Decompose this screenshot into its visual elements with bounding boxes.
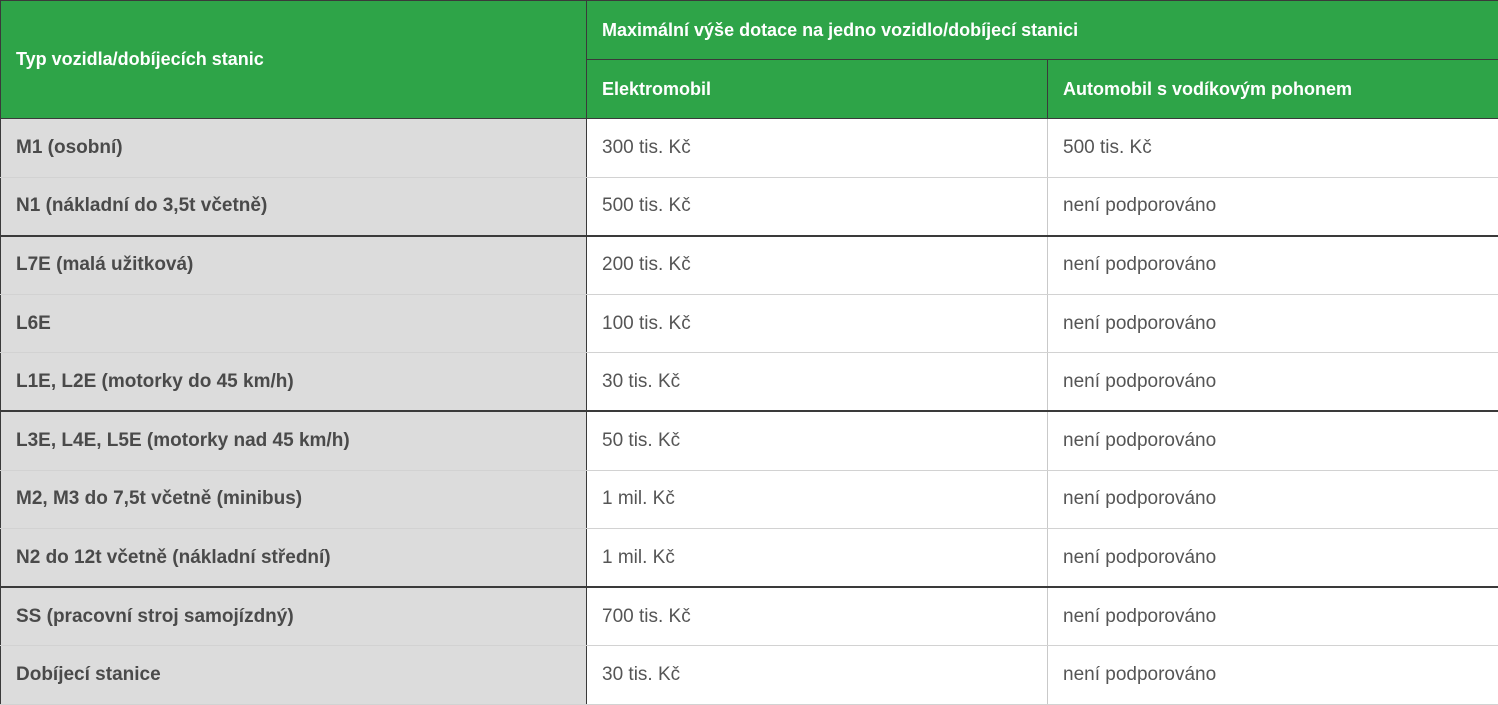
vehicle-type-cell: M2, M3 do 7,5t včetně (minibus) — [1, 470, 587, 529]
electric-subsidy-cell: 1 mil. Kč — [587, 529, 1048, 588]
table-row — [1, 470, 1498, 529]
electric-subsidy-cell: 50 tis. Kč — [587, 411, 1048, 470]
hydrogen-subsidy-cell: 500 tis. Kč — [1048, 119, 1498, 178]
electric-subsidy-cell: 300 tis. Kč — [587, 119, 1048, 178]
electric-subsidy-cell: 30 tis. Kč — [587, 646, 1048, 705]
header-row-top — [1, 1, 1498, 60]
hydrogen-subsidy-cell: není podporováno — [1048, 294, 1498, 353]
table-row — [1, 529, 1498, 588]
electric-subsidy-cell: 1 mil. Kč — [587, 470, 1048, 529]
table-row — [1, 119, 1498, 178]
electric-subsidy-cell: 700 tis. Kč — [587, 587, 1048, 646]
table-header — [1, 1, 1498, 119]
vehicle-type-cell: Dobíjecí stanice — [1, 646, 587, 705]
vehicle-type-cell: L1E, L2E (motorky do 45 km/h) — [1, 353, 587, 412]
header-vehicle-type: Typ vozidla/dobíjecích stanic — [1, 1, 587, 119]
table-row — [1, 411, 1498, 470]
table-row — [1, 177, 1498, 236]
hydrogen-subsidy-cell: není podporováno — [1048, 353, 1498, 412]
vehicle-type-cell: N2 do 12t včetně (nákladní střední) — [1, 529, 587, 588]
table-row — [1, 236, 1498, 295]
vehicle-type-cell: L6E — [1, 294, 587, 353]
vehicle-type-cell: SS (pracovní stroj samojízdný) — [1, 587, 587, 646]
vehicle-type-cell: M1 (osobní) — [1, 119, 587, 178]
table-row — [1, 353, 1498, 412]
vehicle-type-cell: L7E (malá užitková) — [1, 236, 587, 295]
table-row — [1, 587, 1498, 646]
electric-subsidy-cell: 200 tis. Kč — [587, 236, 1048, 295]
table-body — [1, 119, 1498, 705]
vehicle-type-cell: N1 (nákladní do 3,5t včetně) — [1, 177, 587, 236]
table-row — [1, 646, 1498, 705]
electric-subsidy-cell: 500 tis. Kč — [587, 177, 1048, 236]
hydrogen-subsidy-cell: není podporováno — [1048, 236, 1498, 295]
electric-subsidy-cell: 100 tis. Kč — [587, 294, 1048, 353]
header-max-subsidy: Maximální výše dotace na jedno vozidlo/dobíjecí stanici — [587, 1, 1498, 60]
vehicle-type-cell: L3E, L4E, L5E (motorky nad 45 km/h) — [1, 411, 587, 470]
hydrogen-subsidy-cell: není podporováno — [1048, 587, 1498, 646]
hydrogen-subsidy-cell: není podporováno — [1048, 470, 1498, 529]
hydrogen-subsidy-cell: není podporováno — [1048, 411, 1498, 470]
header-hydrogen-car: Automobil s vodíkovým pohonem — [1048, 60, 1498, 119]
hydrogen-subsidy-cell: není podporováno — [1048, 177, 1498, 236]
table-row — [1, 294, 1498, 353]
hydrogen-subsidy-cell: není podporováno — [1048, 646, 1498, 705]
hydrogen-subsidy-cell: není podporováno — [1048, 529, 1498, 588]
electric-subsidy-cell: 30 tis. Kč — [587, 353, 1048, 412]
header-electric-car: Elektromobil — [587, 60, 1048, 119]
